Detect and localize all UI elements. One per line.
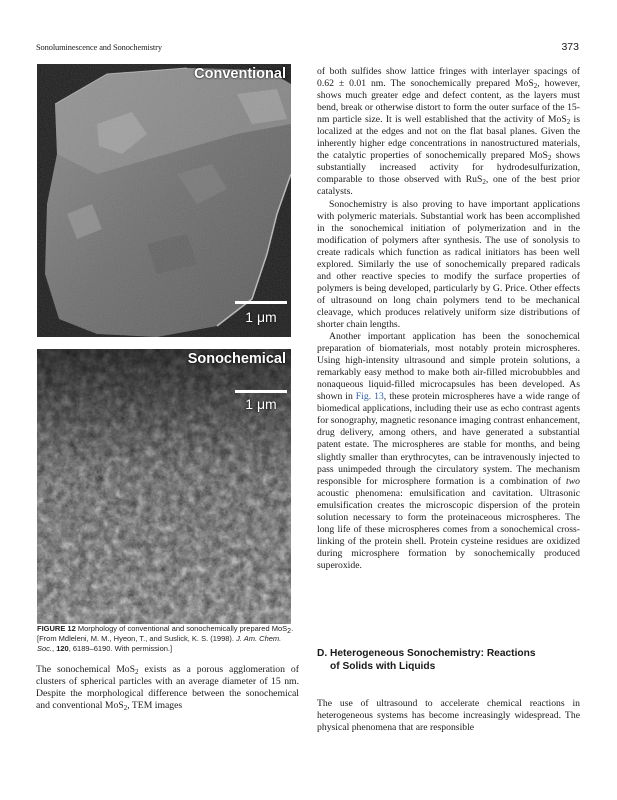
micrograph-label-sonochemical: Sonochemical [187, 351, 286, 367]
subscript: 2 [123, 704, 128, 713]
scale-bar [235, 301, 287, 304]
paragraph-text: acoustic phenomena: emulsification and cavitation. Ultrasonic emulsification creates the microscopic dispersion of the protein solution necessary to form the proteinaceous microspheres. The long life of these microspheres comes from a sonochemical cross-linking of the protein shell. Protein cysteine residues are oxidized during microsphere formation by sonochemically produced superoxide. [317, 487, 580, 571]
micrograph-sonochemical [37, 349, 291, 624]
paragraph-text: , TEM images [127, 700, 183, 712]
paragraph [36, 664, 299, 712]
right-column [317, 66, 580, 572]
caption-text: . [From Mdleleni, M. M., Hyeon, T., and Suslick, K. S. (1998). [37, 624, 294, 643]
section-heading-line: D. Heterogeneous Sonochemistry: Reactions [317, 648, 536, 659]
page-number: 373 [561, 41, 579, 53]
subscript: 2 [547, 154, 552, 163]
micrograph-conventional-image [37, 64, 291, 337]
paragraph: The use of ultrasound to accelerate chemical reactions in heterogeneous systems has become increasingly widespread. The physical phenomena that are responsible [317, 698, 580, 734]
paragraph-text: of both sulfides show lattice fringes with interlayer spacings of 0.62 ± 0.01 nm. The sonochemically prepared MoS [317, 66, 580, 90]
paragraph-text: Another important application has been the sonochemical preparation of biomaterials, most notably protein microspheres. Using high-intensity ultrasound and simple protein solutions, a remarkably easy method to make both air-filled microbubbles and nonaqueous liquid-filled microcapsules has been developed. As shown in [317, 331, 580, 403]
right-column-continued [317, 698, 580, 734]
paragraph: Sonochemistry is also proving to have important applications with polymeric materials. Substantial work has been accomplished in the sonochemical initiation of polymerization and in the modification of polymers after synthesis. The use of sonolysis to create radicals which function as radical initiators has been well explored. Similarly the use of sonochemically prepared radicals and other reactive species to modify the surface properties of polymers is being developed, particularly by G. Price. Other effects of ultrasound on long chain polymers tend to be mechanical cleavage, which produces relatively uniform size distributions of shorter chain lengths. [317, 198, 580, 330]
caption-journal: J. Am. Chem. Soc. [37, 634, 282, 653]
caption-text: , 6189–6190. With permission.] [68, 644, 173, 653]
emphasis: two [566, 475, 580, 487]
caption-volume: 120 [56, 644, 69, 653]
subscript: 2 [533, 82, 538, 91]
figure-caption [37, 624, 299, 654]
paragraph [317, 66, 580, 199]
micrograph-label-conventional: Conventional [194, 66, 286, 82]
paragraph [317, 331, 580, 572]
section-heading [317, 647, 580, 673]
paragraph-text: , one of the best prior catalysts. [317, 174, 580, 198]
section-heading-line: of Solids with Liquids [330, 661, 436, 672]
figure-reference-link[interactable]: Fig. 13 [355, 391, 384, 403]
scale-bar [235, 390, 287, 393]
paragraph-text: is localized at the edges and not on the flat basal planes. Given the inherently higher edge concentrations in nanostructured materials, the catalytic properties of sonochemically prepared MoS [317, 114, 580, 162]
paragraph-text: The sonochemical MoS [36, 664, 136, 675]
caption-text: , [52, 644, 57, 653]
paragraph-text: exists as a porous agglomeration of clusters of spherical particles with an average diameter of 15 nm. Despite the morphological difference between the sonochemical and conventional MoS [36, 664, 299, 712]
caption-text: Morphology of conventional and sonochemically prepared MoS [77, 624, 288, 633]
running-head: Sonoluminescence and Sonochemistry [36, 43, 162, 52]
left-column [36, 664, 299, 712]
subscript: 2 [566, 118, 571, 127]
scale-bar-label: 1 μm [245, 309, 277, 325]
scale-bar-label: 1 μm [245, 396, 277, 412]
caption-subscript: 2 [287, 628, 292, 635]
subscript: 2 [482, 178, 486, 187]
paragraph-text: shows substantially increased activity for hydrodesulfurization, comparable to those observed with RuS [317, 150, 580, 186]
paragraph-text: , however, shows much greater edge and defect content, as the layers must bend, break or otherwise distort to form the outer surface of the 15-nm particle size. It is well established that the activity of MoS [317, 78, 580, 126]
figure-label: FIGURE 12 [37, 624, 76, 633]
micrograph-conventional [37, 64, 291, 337]
subscript: 2 [135, 668, 139, 676]
paragraph-text: , these protein microspheres have a wide range of biomedical applications, including their use as echo contrast agents for sonography, magnetic resonance imaging contrast enhancement, drug delivery, among others, and have generated a substantial patent estate. The microspheres are stable for months, and being slightly smaller than erythrocytes, can be intravenously injected to pass unimpeded through the circulatory system. The mechanism responsible for microsphere formation is a combination of [317, 391, 580, 487]
